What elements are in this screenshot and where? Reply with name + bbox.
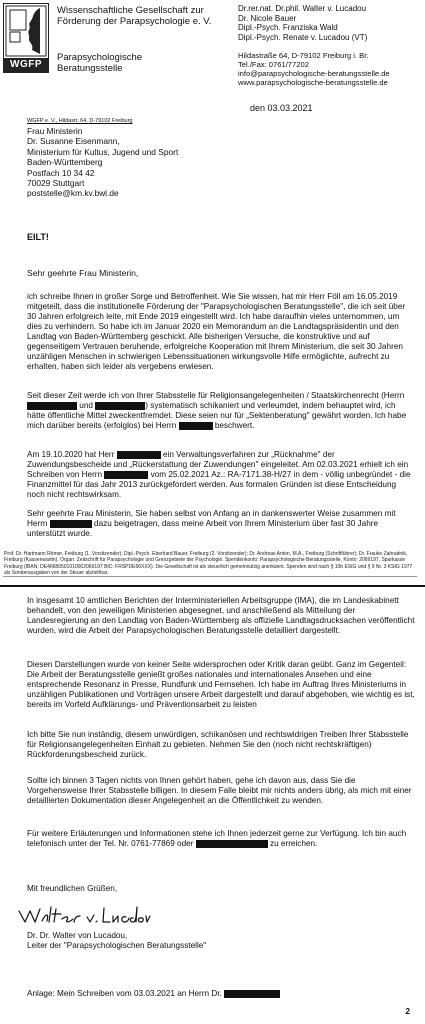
profile-logo-icon bbox=[4, 4, 48, 58]
body-paragraph-9 bbox=[27, 829, 415, 849]
org-line-1: Wissenschaftliche Gesellschaft zur bbox=[57, 5, 204, 16]
body-paragraph-6: Diesen Darstellungen wurde von keiner Seite widersprochen oder Kritik daran geübt. Ganz im Gegenteil: Die Arbeit der Beratungsstelle genießt großes nationales und internationales Ansehen und eine entsprechende Resonanz in Presse, Rundfunk und Fernsehen. Ich habe im Auftrag Ihres Ministeriums in unzähligen Publikationen und Vorträgen unsere Arbeit dargestellt und darauf abgehoben, wie wichtig es ist, bereits im Vorfeld Aufklärungs- und Präventionsarbeit zu leisten bbox=[27, 660, 415, 709]
text-segment: Am 19.10.2020 hat Herr bbox=[27, 450, 115, 459]
text-segment: ) systematisch schikaniert und verleumdet, indem behauptet wird, ich hätte öffentliche Mittel zweckentfremdet. Diese seien nur für „Sektenberatung" gewährt worden. Ich habe mich darüber bereits (erfolglos) bei Herrn bbox=[27, 401, 407, 430]
contact-address bbox=[238, 51, 423, 87]
redaction-bar bbox=[27, 402, 77, 410]
org-line-2: Förderung der Parapsychologie e. V. bbox=[57, 16, 212, 27]
redaction-bar bbox=[179, 422, 213, 430]
wgfp-logo bbox=[3, 3, 49, 73]
phone-fax: Tel./Fax: 0761/77202 bbox=[238, 60, 309, 69]
salutation: Sehr geehrte Frau Ministerin, bbox=[27, 268, 139, 278]
organization-name bbox=[57, 5, 237, 27]
text-segment: und bbox=[79, 401, 93, 410]
recipient-line: Baden-Württemberg bbox=[27, 157, 103, 168]
text-segment: zu erreichen. bbox=[270, 839, 318, 848]
recipient-address bbox=[27, 126, 247, 199]
organization-subtitle bbox=[57, 52, 217, 74]
body-paragraph-2 bbox=[27, 391, 415, 431]
staff-member: Dipl.-Psych. Renate v. Lucadou (VT) bbox=[238, 32, 368, 42]
text-segment: Sehr geehrte Frau Ministerin, Sie haben selbst von Anfang an in dankenswerter Weise zusammen mit Herrn bbox=[27, 509, 396, 528]
org-sub-1: Parapsychologische bbox=[57, 52, 143, 63]
closing-greeting: Mit freundlichen Grüßen, bbox=[27, 884, 118, 893]
staff-list bbox=[238, 4, 423, 42]
redaction-bar bbox=[95, 402, 145, 410]
address-line: Hildastraße 64, D-79102 Freiburg i. Br. bbox=[238, 51, 369, 60]
email-address: info@parapsychologische-beratungsstelle.de bbox=[238, 69, 390, 78]
recipient-line: 70029 Stuttgart bbox=[27, 178, 85, 189]
recipient-email: poststelle@km.kv.bwl.de bbox=[27, 188, 119, 199]
redaction-bar bbox=[224, 990, 280, 998]
recipient-line: Frau Ministerin bbox=[27, 126, 83, 136]
text-segment: beschwert. bbox=[214, 421, 255, 430]
page-break-divider bbox=[0, 585, 425, 587]
page-number: 2 bbox=[405, 1006, 410, 1016]
text-segment: dazu beigetragen, dass meine Arbeit von Ihrem Ministerium über fast 30 Jahre unterstützt wurde. bbox=[27, 519, 379, 538]
urgent-label: EILT! bbox=[27, 232, 49, 242]
signer-block bbox=[27, 931, 206, 951]
sender-return-line: WGFP e. V., Hildastr. 64, D-79102 Freiburg bbox=[27, 118, 133, 124]
redaction-bar bbox=[50, 520, 92, 528]
footer-legal-note: Prof. Dr. Hartmann Römer, Freiburg (1. Vorsitzender); Dipl.-Psych. Eberhard Bauer, Freiburg (2. Vorsitzender); Dr. Andreas Anton, M.A., Freiburg (Schriftführer); Dr. Frauke Zahradnik, Freiburg (Kassenwartin). Organ: Zeitschrift für Parapsychologie und Grenzgebiete der Psychologie. Spendenkonto: Parapsychologische Beratungsstelle, Konto: 2069197, Sparkasse Freiburg (IBAN: DE46680501010002069197 BIC: FRSPDE66XXX). Die Gesellschaft ist als steuerlich gemeinnützig anerkannt. Spenden sind nach § 10b EStG und § 9 Nr. 3 KStG 1977 als Sonderausgaben von der Steuer abziehbar. bbox=[4, 551, 413, 577]
handwritten-signature bbox=[16, 903, 151, 927]
annex-line bbox=[27, 989, 280, 998]
redaction-bar bbox=[104, 471, 148, 479]
body-paragraph-5: In insgesamt 10 amtlichen Berichten der Interministeriellen Arbeitsgruppe (IMA), die im Landeskabinett behandelt, von den jeweiligen Ministerien abgesegnet, und anschließend als Mitteilung der Landesregierung an den Landtag von Baden-Württemberg als offizielle Landtagsdrucksachen veröffentlicht wurden, wird die Arbeit der Parapsychologischen Beratungsstelle detailliert dargestellt. bbox=[27, 596, 415, 635]
footer-divider bbox=[3, 576, 417, 577]
annex-text: Anlage: Mein Schreiben vom 03.03.2021 an Herrn Dr. bbox=[27, 989, 222, 998]
body-paragraph-8: Sollte ich binnen 3 Tagen nichts von Ihnen gehört haben, gehe ich davon aus, dass Sie die Vorgehensweise Ihrer Stabsstelle billigen. In diesem Falle bleibt mir nichts anders übrig, als mich mit einer detaillierten Dokumentation dieser Angelegenheit an die Öffentlichkeit zu wenden. bbox=[27, 776, 412, 805]
logo-text: WGFP bbox=[4, 58, 48, 72]
staff-member: Dipl.-Psych. Franziska Wald bbox=[238, 23, 338, 33]
signer-title: Leiter der "Parapsychologischen Beratungsstelle" bbox=[27, 941, 207, 950]
recipient-line: Postfach 10 34 42 bbox=[27, 167, 95, 178]
recipient-line: Ministerium für Kultus, Jugend und Sport bbox=[27, 146, 179, 157]
letter-date: den 03.03.2021 bbox=[250, 103, 313, 113]
org-sub-2: Beratungsstelle bbox=[57, 63, 123, 74]
body-paragraph-3 bbox=[27, 450, 415, 500]
staff-member: Dr. Nicole Bauer bbox=[238, 13, 297, 23]
body-paragraph-7: Ich bitte Sie nun inständig, diesem unwürdigen, schikanösen und rechtswidrigen Treiben Ihrer Stabsstelle für Religionsangelegenheiten Einhalt zu gebieten. Nehmen Sie den (noch nicht rechtskräftigen) Rückforderungsbescheid zurück. bbox=[27, 730, 409, 759]
text-segment: vom 25.02.2021 Az.: RA-7171.38-H/27 in dem - völlig unbegründet - die Finanzmittel für das Jahr 2013 zurückgefordert werden. Aus formalen Gründen ist diese Entscheidung noch nicht rechtswirksam. bbox=[27, 470, 411, 499]
redaction-bar bbox=[196, 840, 268, 848]
text-segment: Für weitere Erläuterungen und Informationen stehe ich Ihnen jederzeit gerne zur Verfügung. Ich bin auch telefonisch unter der Tel. Nr. 0761-77869 oder bbox=[27, 829, 407, 848]
body-paragraph-4 bbox=[27, 509, 415, 539]
signer-name: Dr. Dr. Walter von Lucadou, bbox=[27, 931, 128, 940]
recipient-line: Dr. Susanne Eisenmann, bbox=[27, 136, 120, 147]
website-address: www.parapsychologische-beratungsstelle.de bbox=[238, 78, 388, 87]
redaction-bar bbox=[117, 451, 161, 459]
text-segment: Seit dieser Zeit werde ich von Ihrer Stabsstelle für Religionsangelegenheiten / Staatskirchenrecht (Herrn bbox=[27, 391, 405, 400]
text-segment: ein Verwaltungsverfahren zur „Rücknahme" der Zuwendungsbescheide und „Rückerstattung der Zuwendungen" eingeleitet. Am 02.03.2021 erhielt ich ein Schreiben von Herrn bbox=[27, 450, 409, 479]
body-paragraph-1: ich schreibe Ihnen in großer Sorge und Betroffenheit. Wie Sie wissen, hat mir Herr Föll am 16.05.2019 mitgeteilt, dass die institutionelle Förderung der "Parapsychologischen Beratungsstelle", die ich seit über 30 Jahren erfolgreich leite, mit Ende 2019 eingestellt wird. Ich habe daraufhin vieles unternommen, um dies zu verhindern. So habe ich im Januar 2020 ein Memorandum an die Landtagspräsidentin und den Landtag von Baden-Württemberg geschickt. Alle bisherigen Versuche, die konstruktive und auf gegenseitigem Vertrauen beruhende, erfolgreiche Kooperation mit Ihrem Ministerium, die seit 30 Jahren unzähligen Menschen in schwierigen Lebenssituationen wirkungsvolle Hilfe ermöglichte, aufrecht zu erhalten, haben sich leider als vergebens erwiesen. bbox=[27, 292, 406, 371]
staff-member: Dr.rer.nat. Dr.phil. Walter v. Lucadou bbox=[238, 4, 367, 13]
